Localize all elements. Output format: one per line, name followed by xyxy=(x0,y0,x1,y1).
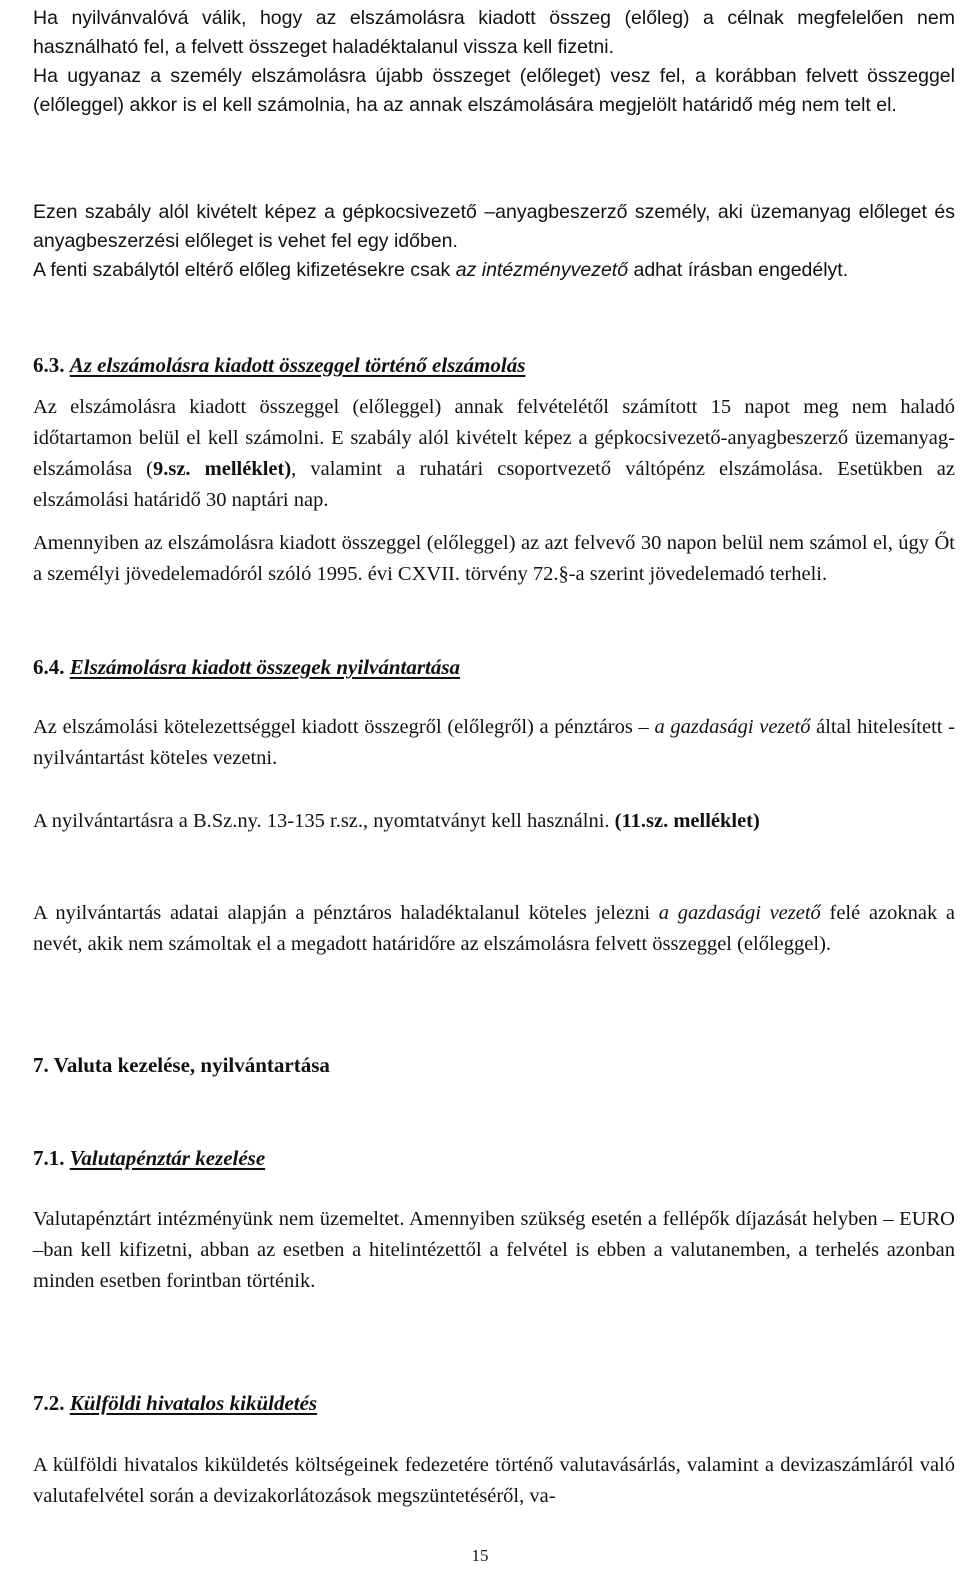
paragraph-foreign-trip: A külföldi hivatalos kiküldetés költségeinek fedezetére történő valutavásárlás, valamint a devizaszámláról való valutafelvétel során a devizakorlátozások megszüntetéséről, va- xyxy=(33,1454,955,1507)
paragraph-cashier-report: A nyilvántartás adatai alapján a pénztáros haladéktalanul köteles jelezni a gazdasági vezető felé azoknak a nevét, akik nem számoltak el a megadott határidőre az elszámolásra felvett összeggel (előleggel). xyxy=(33,902,956,955)
section-heading-7-1: 7.1. Valutapénztár kezelése xyxy=(33,1146,266,1170)
section-heading-6-3: 6.3. Az elszámolásra kiadott összeggel történő elszámolás xyxy=(33,353,526,377)
section-heading-7: 7. Valuta kezelése, nyilvántartása xyxy=(33,1053,330,1077)
paragraph-driver-exception: Ezen szabály alól kivételt képez a gépkocsivezető –anyagbeszerző személy, aki üzemanyag előleget és anyagbeszerzési előleget is vehet fel egy időben. xyxy=(33,201,955,252)
section-heading-7-2: 7.2. Külföldi hivatalos kiküldetés xyxy=(33,1391,318,1415)
page-number: 15 xyxy=(471,1546,489,1565)
paragraph-form-usage: A nyilvántartásra a B.Sz.ny. 13-135 r.sz., nyomtatványt kell használni. (11.sz. melléklet) xyxy=(33,810,760,832)
paragraph-new-advance: Ha ugyanaz a személy elszámolásra újabb összeget (előleget) vesz fel, a korábban felvett összeggel (előleggel) akkor is el kell számolnia, ha az annak elszámolására megjelölt határidő még nem telt el. xyxy=(33,65,955,116)
section-heading-6-4: 6.4. Elszámolásra kiadott összegek nyilvántartása xyxy=(33,655,461,679)
paragraph-settlement-deadline: Az elszámolásra kiadott összeggel (előleggel) annak felvételétől számított 15 napot meg nem haladó időtartamon belül el kell számolni. E szabály alól kivételt képez a gépkocsivezető-anyagbeszerző üzemanyag-elszámolása (9.sz. melléklet), valamint a ruhatári csoportvezető váltópénz elszámolása. Esetükben az elszámolási határidő 30 naptári nap. xyxy=(33,396,955,511)
paragraph-register-keeping: Az elszámolási kötelezettséggel kiadott összegről (előlegről) a pénztáros – a gazdasági vezető által hitelesített - nyilvántartást köteles vezetni. xyxy=(33,716,955,769)
paragraph-income-tax: Amennyiben az elszámolásra kiadott összeggel (előleggel) az azt felvevő 30 napon belül nem számol el, úgy Őt a személyi jövedelemadóról szóló 1995. évi CXVII. törvény 72.§-a szerint jövedelemadó terheli. xyxy=(33,532,955,585)
paragraph-currency-cashdesk: Valutapénztárt intézményünk nem üzemeltet. Amennyiben szükség esetén a fellépők díjazását helyben – EURO –ban kell kifizetni, abban az esetben a hitelintézettől a felvétel is ebben a valutanemben, a terhelés azonban minden esetben forintban történik. xyxy=(33,1208,955,1292)
paragraph-director-permission: A fenti szabálytól eltérő előleg kifizetésekre csak az intézményvezető adhat írásban engedélyt. xyxy=(33,259,849,281)
paragraph-advance-unusable: Ha nyilvánvalóvá válik, hogy az elszámolásra kiadott összeg (előleg) a célnak megfelelően nem használható fel, a felvett összeget haladéktalanul vissza kell fizetni. xyxy=(33,7,955,58)
